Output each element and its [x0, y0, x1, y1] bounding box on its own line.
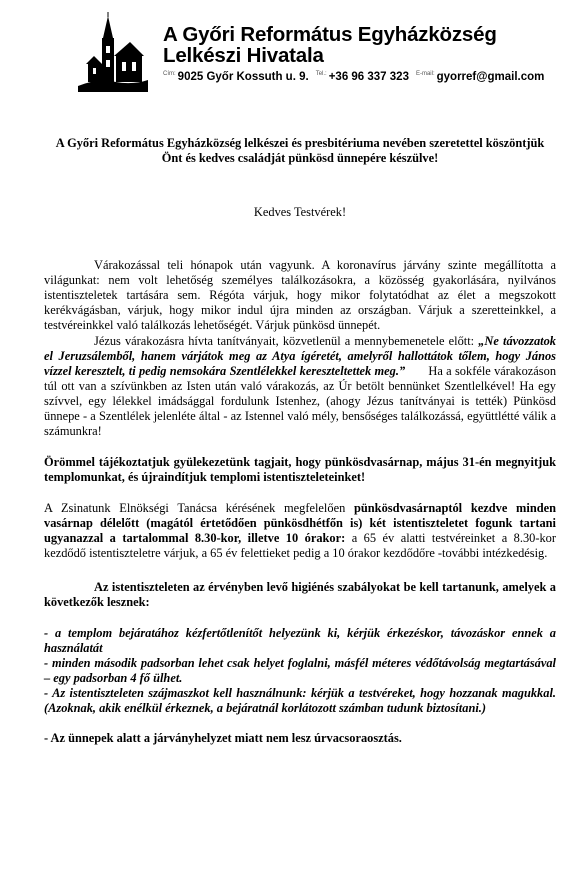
- organization-name: [163, 24, 497, 66]
- scripture-quote: „Ne távozzatok el Jeruzsálemből, hanem várjátok meg az Atya ígéretét, amelyről hallottátok tőlem, hogy János vízzel keresztelt, ti pedig nemsokára Szentlélekkel kereszteltettek meg.”: [44, 334, 557, 378]
- email: gyorref@gmail.com: [436, 71, 545, 83]
- paragraph-schedule: [44, 501, 556, 561]
- communion-note: - Az ünnepek alatt a járványhelyzet miatt nem lesz úrvacsoraosztás.: [44, 731, 402, 745]
- schedule-times: pünkösdvasárnaptól kezdve minden vasárnap délelőtt (magától értetődően pünkösdhétfőn is) két istentiszteletet fogunk tartani ugyanazzal a tartalommal 8.30-kor, illetve 10 órakor:: [44, 501, 556, 545]
- letterhead: [0, 0, 585, 105]
- greeting: A Győri Református Egyházközség lelkészei és presbitériuma nevében szeretettel köszöntjük Önt és kedves családját pünkösd ünnepére készülve!: [55, 136, 545, 165]
- hygiene-rule-disinfectant: - a templom bejáratához kézfertőtlenítőt helyezünk ki, kérjük érkezéskor, távozáskor ennek a használatát: [44, 626, 556, 655]
- address: 9025 Győr Kossuth u. 9.: [177, 71, 309, 83]
- hygiene-rule-mask: - Az istentiszteleten szájmaszkot kell használnunk: kérjük a testvéreket, hogy hozzanak magukkal. (Azoknak, akik enélkül érkeznek, a bejáratnál korlátozott számban tudunk biztosítani.): [44, 686, 556, 715]
- letter-body: [44, 136, 556, 746]
- phone: +36 96 337 323: [328, 71, 409, 83]
- paragraph-jesus: [44, 334, 556, 439]
- contact-line: [163, 71, 544, 83]
- paragraph-waiting: Várakozással teli hónapok után vagyunk. A koronavírus járvány szinte megállította a világunkat: nem volt lehetőség személyes találkozásokra, a közösség gyakorlására, nyilvános istentiszteletek tartására sem. Régóta várjuk, hogy mikor folytatódhat az élet a megszokott kerékvágásban, várjuk, hogy mikor indul újra minden az országban. Várjuk a szeretteinkkel, a testvéreinkkel való találkozás lehetőségét. Várjuk pünkösd ünnepét.: [44, 258, 556, 332]
- paragraph-jesus-intro: Jézus várakozásra hívta tanítványait, közvetlenül a mennybemenetele előtt:: [94, 334, 479, 348]
- organization-name-line2: Lelkészi Hivatala: [163, 44, 324, 67]
- hygiene-rules-heading: Az istentiszteleten az érvényben levő higiénés szabályokat be kell tartanunk, amelyek a következők lesznek:: [44, 580, 556, 609]
- reopening-announcement: Örömmel tájékoztatjuk gyülekezetünk tagjait, hogy pünkösdvasárnap, május 31-én megnyitjuk templomunkat, és újraindítjuk templomi istentiszteleteinket!: [44, 455, 556, 484]
- schedule-details: a 65 év alatti testvéreinket a 8.30-kor kezdődő istentiszteletre várjuk, a 65 év felettieket pedig a 10 órakor kezdődőre -további intézkedésig.: [44, 531, 556, 560]
- address-label: Cím:: [163, 71, 176, 77]
- salutation: Kedves Testvérek!: [253, 205, 347, 219]
- hygiene-rule-seating: - minden második padsorban lehet csak helyet foglalni, másfél méteres védőtávolság megtartásával – egy padsorban 4 fő ülhet.: [44, 656, 556, 685]
- paragraph-jesus-rest: Ha a sokféle várakozáson túl ott van a szívünkben az Isten után való várakozás, az Úr betölt bennünket Szentlelkével! Ha egy szívvel, egy lélekkel imádsággal fordulunk Istenhez, (ahogy Jézus tanítványai is tették) Pünkösd ünnepe - a Szentlélek jelenléte által - az Istennel való mély, bensőséges találkozássá, együttlétté válik a számunkra!: [44, 364, 557, 438]
- church-logo-icon: [78, 12, 148, 92]
- email-label: E-mail:: [415, 71, 435, 77]
- organization-name-line1: A Győri Református Egyházközség: [163, 23, 497, 46]
- schedule-intro: A Zsinatunk Elnökségi Tanácsa kérésének megfelelően: [44, 501, 354, 515]
- phone-label: Tel.:: [315, 71, 327, 77]
- hygiene-rules-list: [44, 626, 556, 716]
